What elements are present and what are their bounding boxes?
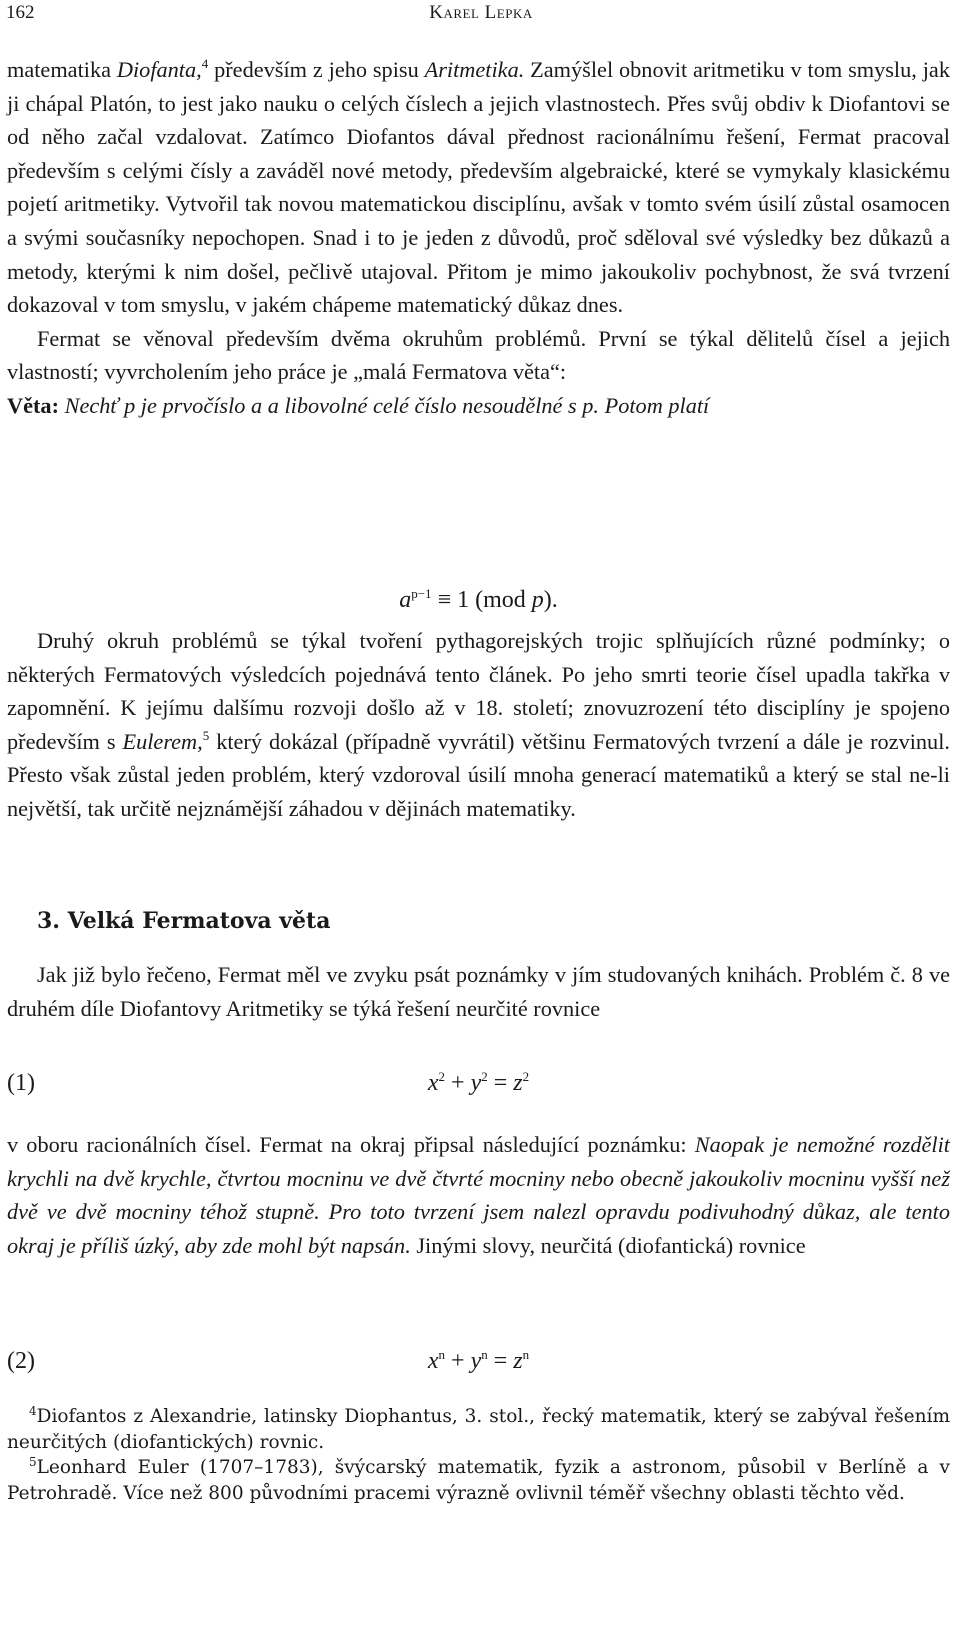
footnote-4 (7, 1404, 950, 1455)
section-title: Velká Fermatova věta (67, 908, 331, 934)
footnote-4-mark: 4 (29, 1404, 37, 1418)
eq2-y: y (470, 1348, 482, 1374)
equation-2 (7, 1348, 950, 1382)
aritmetika-italic: Aritmetika. (424, 57, 525, 82)
main-text-block-4 (7, 1128, 950, 1262)
eq1-exp-z: 2 (522, 1069, 530, 1084)
formula-congruence: ≡ 1 (mod (431, 587, 532, 613)
eq1-exp-x: 2 (438, 1069, 446, 1084)
footnote-4-text: Diofantos z Alexandrie, latinsky Diophantus, 3. stol., řecký matematik, který se zabýval řešením neurčitých (diofantických) rovnic. (7, 1406, 950, 1453)
page-header (6, 2, 956, 30)
main-text-block-2 (7, 624, 950, 826)
paragraph-1 (7, 53, 950, 322)
eq1-y: y (470, 1070, 482, 1096)
footnote-5-mark: 5 (29, 1455, 37, 1469)
section-heading (37, 908, 330, 934)
diofanta-italic: Diofanta, (116, 57, 202, 82)
eq2-x: x (427, 1348, 439, 1374)
footnote-5 (7, 1455, 950, 1506)
eq1-z: z (513, 1070, 523, 1096)
fermat-margin-note: Naopak je nemožné rozdělit krychli na dvě krychle, čtvrtou mocninu ve dvě čtvrté mocniny nebo obecně jakoukoliv mocninu vyšší než dvě ve dvě mocniny téhož stupně. Pro toto tvrzení jsem nalezl opravdu podivuhodný důkaz, ale tento okraj je příliš úzký, aby zde mohl být napsán. (7, 1132, 950, 1258)
formula-fermat-little (7, 587, 950, 621)
paragraph-2: Fermat se věnoval především dvěma okruhům problémů. První se týkal dělitelů čísel a jejich vlastností; vyvrcholením jeho práce je „malá Fermatova věta“: (7, 325, 950, 385)
formula-modulus: p (531, 587, 544, 613)
formula-exponent: p−1 (411, 586, 432, 601)
eq1-plus: + (445, 1070, 471, 1096)
footnote-5-text: Leonhard Euler (1707–1783), švýcarský matematik, fyzik a astronom, působil v Berlíně a v Petrohradě. Více než 800 původními pracemi výrazně ovlivnil téměř všechny oblasti těchto věd. (7, 1457, 950, 1504)
paragraph-5 (7, 1128, 950, 1262)
eq1-exp-y: 2 (481, 1069, 488, 1084)
theorem-label: Věta: (7, 392, 59, 418)
equation-1-label: (1) (7, 1070, 35, 1096)
footnote-ref-5: 5 (202, 727, 210, 743)
paragraph-3 (7, 624, 950, 826)
paragraph-5-text-b: Jinými slovy, neurčitá (diofantická) rovnice (410, 1232, 806, 1258)
eq2-exp-z: n (522, 1347, 530, 1362)
paragraph-3-text-b: který dokázal (případně vyvrátil) většinu Fermatových tvrzení a dále je rozvinul. Přesto však zůstal jeden problém, který vzdoroval úsilí mnoha generací matematiků a který se stal ne-li největší, tak určitě nejznámější záhadou v dějinách matematiky. (7, 728, 950, 821)
paragraph-4: Jak již bylo řečeno, Fermat měl ve zvyku psát poznámky v jím studovaných knihách. Problém č. 8 ve druhém díle Diofantovy Aritmetiky se týká řešení neurčité rovnice (7, 962, 950, 1021)
paragraph-5-text-a: v oboru racionálních čísel. Fermat na okraj připsal následující poznámku: (7, 1132, 695, 1157)
formula-base: a (399, 587, 412, 613)
paragraph-1-text-a: matematika (7, 57, 117, 82)
running-title: Karel Lepka (429, 2, 533, 23)
eq1-equals: = (487, 1070, 514, 1096)
main-text-block-3 (7, 958, 950, 1025)
main-text-block-1 (7, 53, 950, 423)
theorem-statement (7, 389, 950, 423)
theorem-text: Nechť p je prvočíslo a a libovolné celé číslo nesoudělné s p. Potom platí (64, 392, 710, 418)
eq1-x: x (427, 1070, 439, 1096)
equation-2-label: (2) (7, 1348, 35, 1374)
eq2-exp-y: n (481, 1347, 488, 1362)
footnotes (7, 1404, 950, 1506)
eulerem-italic: Eulerem, (122, 728, 203, 754)
page-number: 162 (6, 2, 35, 23)
paragraph-1-text-b: především z jeho spisu (208, 57, 425, 82)
section-number: 3. (37, 908, 60, 934)
paragraph-3-text-a: Druhý okruh problémů se týkal tvoření pythagorejských trojic splňujících různé podmínky; o některých Fermatových výsledcích pojednává tento článek. Po jeho smrti teorie čísel upadla takřka v zapomnění. K jejímu dalšímu rozvoji došlo až v 18. století; znovuzrození této disciplíny je spojeno především s (7, 628, 950, 754)
eq2-plus: + (445, 1348, 471, 1374)
eq2-equals: = (487, 1348, 514, 1374)
equation-1 (7, 1070, 950, 1104)
paragraph-1-text-c: Zamýšlel obnovit aritmetiku v tom smyslu, jak ji chápal Platón, to jest jako nauku o celých číslech a jejich vlastnostech. Přes svůj obdiv k Diofantovi se od něho začal vzdalovat. Zatímco Diofantos dával přednost racionálnímu řešení, Fermat pracoval především s celými čísly a zaváděl nové metody, především algebraické, které se vymykaly klasickému pojetí aritmetiky. Vytvořil tak novou matematickou disciplínu, avšak v tomto svém úsilí zůstal osamocen a svými současníky nepochopen. Snad i to je jeden z důvodů, proč sděloval své výsledky bez důkazů a metody, kterými k nim došel, pečlivě utajoval. Přitom je mimo jakoukoliv pochybnost, že svá tvrzení dokazoval v tom smyslu, v jakém chápeme matematický důkaz dnes. (7, 57, 950, 318)
formula-close: ). (543, 587, 558, 613)
eq2-exp-x: n (438, 1347, 446, 1362)
eq2-z: z (513, 1348, 523, 1374)
footnote-ref-4: 4 (201, 56, 209, 71)
